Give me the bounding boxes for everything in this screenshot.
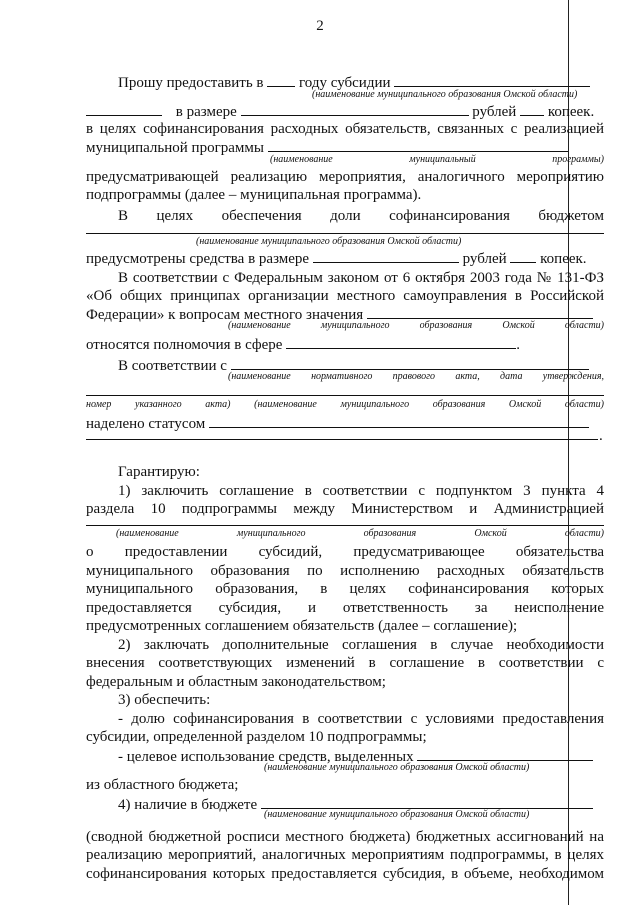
blank-target-use — [417, 747, 593, 761]
text-year-subsidy: году субсидии — [299, 75, 391, 91]
funds-line — [86, 249, 604, 268]
text-line: в целях софинансирования расходных обязательств, связанных с реализацией — [86, 121, 604, 137]
blank-status — [209, 414, 589, 428]
text-line: предусматривающей реализацию мероприятия, аналогичного мероприятию — [86, 169, 604, 185]
text-rubles-2: рублей — [462, 251, 507, 267]
text-line: - долю софинансирования в соответствии с условиями предоставления — [118, 711, 604, 727]
blank-sphere — [286, 335, 516, 349]
blank-act — [231, 356, 589, 370]
blank-year — [267, 73, 295, 87]
text-program: муниципальной программы — [86, 140, 264, 156]
text-line: подпрограммы (далее – муниципальная программа). — [86, 187, 422, 203]
text-line: муниципального образования, в целях софинансирования которых — [86, 581, 604, 597]
text-sphere: относятся полномочия в сфере — [86, 337, 283, 353]
text-amount: в размере — [175, 104, 237, 120]
text-funds: предусмотрены средства в размере — [86, 251, 310, 267]
text-line: субсидии, определенной разделом 10 подпрограммы; — [86, 729, 427, 745]
blank-funds — [313, 249, 459, 263]
text-according: В соответствии с — [118, 358, 227, 374]
caption-program: (наименование муниципальный программы) — [270, 154, 604, 165]
text-line: 1) заключить соглашение в соответствии с подпунктом 3 пункта 4 — [118, 483, 604, 499]
page-number: 2 — [316, 18, 324, 34]
blank-rubles — [241, 102, 469, 116]
text-line: предусмотренных соглашением обязательств (далее – соглашение); — [86, 618, 518, 634]
text-line: из областного бюджета; — [86, 777, 239, 793]
caption-municipality-2: (наименование муниципального образования Омской области) — [196, 236, 462, 247]
blank-local-issues — [367, 305, 593, 319]
sphere-line — [86, 335, 604, 354]
caption-municipality-6: (наименование муниципального образования Омской области) — [264, 809, 530, 820]
blank-line — [86, 395, 604, 396]
blank-line — [86, 233, 604, 234]
caption-act: (наименование нормативного правового акта, дата утверждения, — [228, 371, 604, 382]
amount-line — [86, 102, 604, 121]
text-rubles: рублей — [472, 104, 517, 120]
blank-line — [86, 439, 598, 440]
blank-kopecks-2 — [510, 249, 536, 263]
caption-municipality-4: (наименование муниципального образования Омской области) — [116, 528, 604, 539]
caption-act-number: номер указанного акта) (наименование муниципального образования Омской области) — [86, 399, 604, 410]
text-line: «Об общих принципах организации местного самоуправления в Российской — [86, 288, 604, 304]
blank-program — [268, 138, 568, 152]
text-line: муниципального образования по исполнению расходных обязательств — [86, 563, 604, 579]
text-period-2: . — [599, 428, 603, 444]
blank-kopecks — [520, 102, 544, 116]
text-line: В целях обеспечения доли софинансирования бюджетом — [118, 208, 604, 224]
text-kopecks-2: копеек. — [540, 251, 587, 267]
text-budget: 4) наличие в бюджете — [118, 797, 258, 813]
text-line: (сводной бюджетной росписи местного бюджета) бюджетных ассигнований на — [86, 829, 604, 845]
text-line: 2) заключать дополнительные соглашения в случае необходимости — [118, 637, 604, 653]
status-line — [86, 414, 604, 433]
text-line: о предоставлении субсидий, предусматривающее обязательства — [86, 544, 604, 560]
blank-line — [86, 525, 604, 526]
blank-municipality — [394, 73, 590, 87]
text-target-use: - целевое использование средств, выделенных — [118, 749, 414, 765]
text-line: реализацию мероприятий, аналогичных мероприятиям подпрограммы, в целях — [86, 847, 604, 863]
text-line: внесения соответствующих изменений в соглашение в соответствии с — [86, 655, 604, 671]
caption-municipality-3: (наименование муниципального образования Омской области) — [228, 320, 604, 331]
blank-budget — [261, 795, 593, 809]
text-line: 3) обеспечить: — [118, 692, 211, 708]
text-line: федеральным и областным законодательством; — [86, 674, 386, 690]
text-line: В соответствии с Федеральным законом от 6 октября 2003 года № 131-ФЗ — [118, 270, 604, 286]
caption-municipality-1: (наименование муниципального образования Омской области) — [312, 89, 578, 100]
blank-amount-prefix — [86, 102, 162, 116]
text-line: Гарантирую: — [118, 464, 200, 480]
text-period: . — [516, 337, 520, 353]
text-line: предоставляется субсидия, и ответственность за неисполнение — [86, 600, 604, 616]
text-line: раздела 10 подпрограммы между Министерством и Администрацией — [86, 501, 604, 517]
caption-municipality-5: (наименование муниципального образования Омской области) — [264, 762, 530, 773]
text-line: софинансирования которых предоставляется субсидия, в объеме, необходимом — [86, 866, 604, 882]
text-local-issues: Федерации» к вопросам местного значения — [86, 307, 364, 323]
text-request: Прошу предоставить в — [118, 75, 264, 91]
text-kopecks: копеек. — [547, 104, 595, 120]
text-status: наделено статусом — [86, 416, 206, 432]
